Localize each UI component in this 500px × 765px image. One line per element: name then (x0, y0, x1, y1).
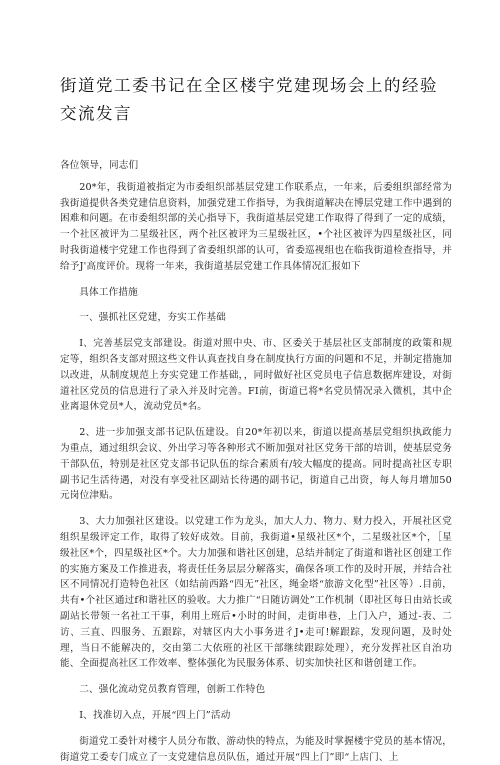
paragraph-1-2: 2、进一步加强支部书记队伍建设。自20*年初以来，街道以提高基层党组织执政能力为重点，通过组织会议、外出学习等各种形式不断加强对社区党务干部的培训，使基层党务干部队伍，特别是社区党支部书记队伍的综合素质有/较大幅度的提高。同时提高社区专职副书记生活待遇，对没有享受社区副站长待遇的副书记，街道自己出资，每人每月增加50元岗位津贴。 (60, 427, 452, 502)
section-heading-2: 二、强化流动党员教育管理，创新工作特色 (79, 684, 266, 696)
paragraph-2-1: 街道党工委针对楼宇人员分布散、游动快的特点，为能及时掌握楼宇党员的基本情况，街道党工委专门成立了一支党建信息员队伍，通过开展“四上门”即“上店门、上 (60, 735, 452, 763)
section-heading-1: 一、强抓社区党建，夯实工作基础 (79, 312, 227, 324)
paragraph-intro: 20*年，我街道被指定为市委组织部基层党建工作联系点，一年来，后委组织部经常为我街道提供各类党建信息资料，加强党建工作指导，为我街道解决在博层党建工作中遇到的困难和问题。在市委组织部的关心指导下，我街道基层党建工作取得了得到了一定的成绩，一个社区被评为二星级社区，两个社区被评为三星级社区，•个社区被评为四星级社区，同时我街道楼宇党建工作也得到了省委组织部的认可，省委巡视组也在临我街道检查指导，并给予J'高度评价。现将一年来，我街道基层党建工作具体情况汇报如下 (60, 181, 452, 272)
section-label: 具体工作措施 (79, 286, 138, 298)
paragraph-1-3: 3、大力加强社区建设。以党建工作为龙头，加大人力、物力、财力投入，开展社区党组织星级评定工作，取得了较好成效。目前，我街道•星级社区*个，二星级社区*个，［星级社区*个，四星级社区*个。大力加强和谐社区创建，总结并制定了街道和谐社区创建工作的实施方案及工作推进表，将责任任务层层分解落实，确保各项工作的及时开展，并结合社区不同情况打造特色社区（如结前西路“四无”社区，绳金塔“旅游文化型”社区等）.目前，共有•个社区通过f和谐社区的验收。大力推广“日随访调处”工作机制（即社区每日由站长或副站长带领一名社工干事，利用上班后•小时的时间，走街串巷，上门入户，通过-表、二访、三直、四服务、五跟踪，对辖区内大小事务进彳J•走可!解跟踪，发现问题，及时处理，当日不能解决的，交由第二大依班的社区干部继续跟踪处理），充分发挥社区自治功能、全面提高社区工作效率、整体强化为民服务体系、切实加快社区和谐创建工作。 (60, 516, 452, 670)
document-body (60, 158, 452, 765)
subsection-heading-2-1: I、找准切入点，开展“四上门”活动 (79, 709, 231, 721)
salutation: 各位领导，同志们 (60, 160, 139, 171)
paragraph-1-1: I、完善基层党支部建设。街道对照中央、市、区委关于基层社区支部制度的政策和规定等，组织各支部对照这些文件认真查找自身在制度执行方面的问题和不足，并制定措施加以改进，从制度规范上夯实党建工作基础，，同时做好社区党员电子信息数据库建设，对街道社区党员的信息进行了录入并及时完善。FI前，街道已将*名党员情况录入微机，其中企业离退休党员*人，流动党员*名。 (60, 338, 452, 413)
document-title: 街道党工委书记在全区楼宇党建现场会上的经验交流发言 (60, 76, 438, 123)
